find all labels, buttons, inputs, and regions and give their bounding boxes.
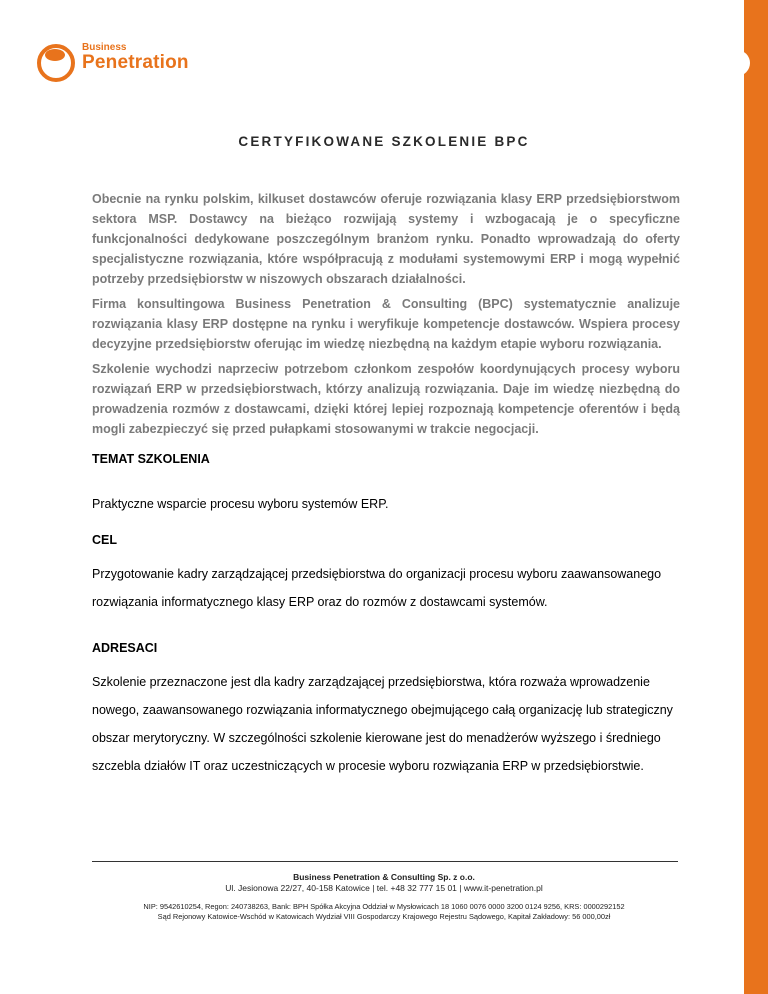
document-title: CERTYFIKOWANE SZKOLENIE BPC (238, 134, 530, 149)
logo-text-large: Penetration (82, 52, 189, 73)
section-heading-audience: ADRESACI (92, 641, 158, 655)
intro-paragraph-3: Szkolenie wychodzi naprzeciw potrzebom członkom zespołów koordynujących procesy wyboru rozwiązań ERP w przedsiębiorstwach, którzy analizują rozwiązania. Daje im wiedzę niezbędną do prowadzenia rozmów z dostawcami, dzięki której lepiej rozpoznają kompetencje oferentów i będą mogli zabezpieczyć się przed pułapkami stosowanymi w trakcie negocjacji. (92, 362, 680, 436)
logo-text-small: Business (82, 42, 127, 53)
intro-paragraph-1: Obecnie na rynku polskim, kilkuset dostawców oferuje rozwiązania klasy ERP przedsiębiorstwom sektora MSP. Dostawcy na bieżąco rozwijają systemy i wzbogacają je o specyficzne funkcjonalności dedykowane poszczególnym branżom rynku. Ponadto wprowadzają do oferty specjalistyczne rozwiązania, które współpracują z modułami systemowymi ERP i mogą wypełnić potrzeby przedsiębiorstw w niszowych obszarach działalności. (92, 192, 680, 286)
footer-registry-2: Sąd Rejonowy Katowice-Wschód w Katowicach Wydział VIII Gospodarczy Krajowego Rejestru Sądowego, Kapitał Zakładowy: 56 000,00zł (157, 912, 611, 921)
footer-registry-1: NIP: 9542610254, Regon: 240738263, Bank: BPH Spółka Akcyjna Oddział w Mysłowicach 18 1060 0076 0000 3200 0124 9256, KRS: 0000292152 (143, 902, 625, 911)
company-logo (36, 40, 216, 86)
accent-bar-notch (724, 50, 750, 76)
section-body-audience: Szkolenie przeznaczone jest dla kadry zarządzającej przedsiębiorstwa, która rozważa wprowadzenie nowego, zaawansowanego rozwiązania informatycznego obejmującego całą organizację lub strategiczny obszar merytoryczny. W szczególności szkolenie kierowane jest do menadżerów wyższego i średniego szczebla działów IT oraz uczestniczących w procesie wyboru rozwiązania ERP w przedsiębiorstwie. (92, 675, 673, 773)
section-heading-goal: CEL (92, 533, 117, 547)
intro-paragraph-2: Firma konsultingowa Business Penetration & Consulting (BPC) systematycznie analizuje rozwiązania klasy ERP dostępne na rynku i weryfikuje kompetencje dostawców. Wspiera procesy decyzyjne przedsiębiorstw oferując im wiedzę niezbędną na każdym etapie wyboru rozwiązania. (92, 297, 680, 351)
footer-address: Ul. Jesionowa 22/27, 40-158 Katowice | tel. +48 32 777 15 01 | www.it-penetration.pl (225, 883, 543, 893)
right-accent-bar (744, 0, 768, 994)
footer-company: Business Penetration & Consulting Sp. z o.o. (293, 872, 475, 882)
section-body-goal: Przygotowanie kadry zarządzającej przedsiębiorstwa do organizacji procesu wyboru zaawansowanego rozwiązania informatycznego klasy ERP oraz do rozmów z dostawcami systemów. (92, 567, 662, 609)
footer-divider (92, 861, 678, 862)
section-heading-topic: TEMAT SZKOLENIA (92, 452, 210, 466)
section-body-topic: Praktyczne wsparcie procesu wyboru systemów ERP. (92, 497, 389, 511)
logo-mark-icon (36, 40, 80, 84)
